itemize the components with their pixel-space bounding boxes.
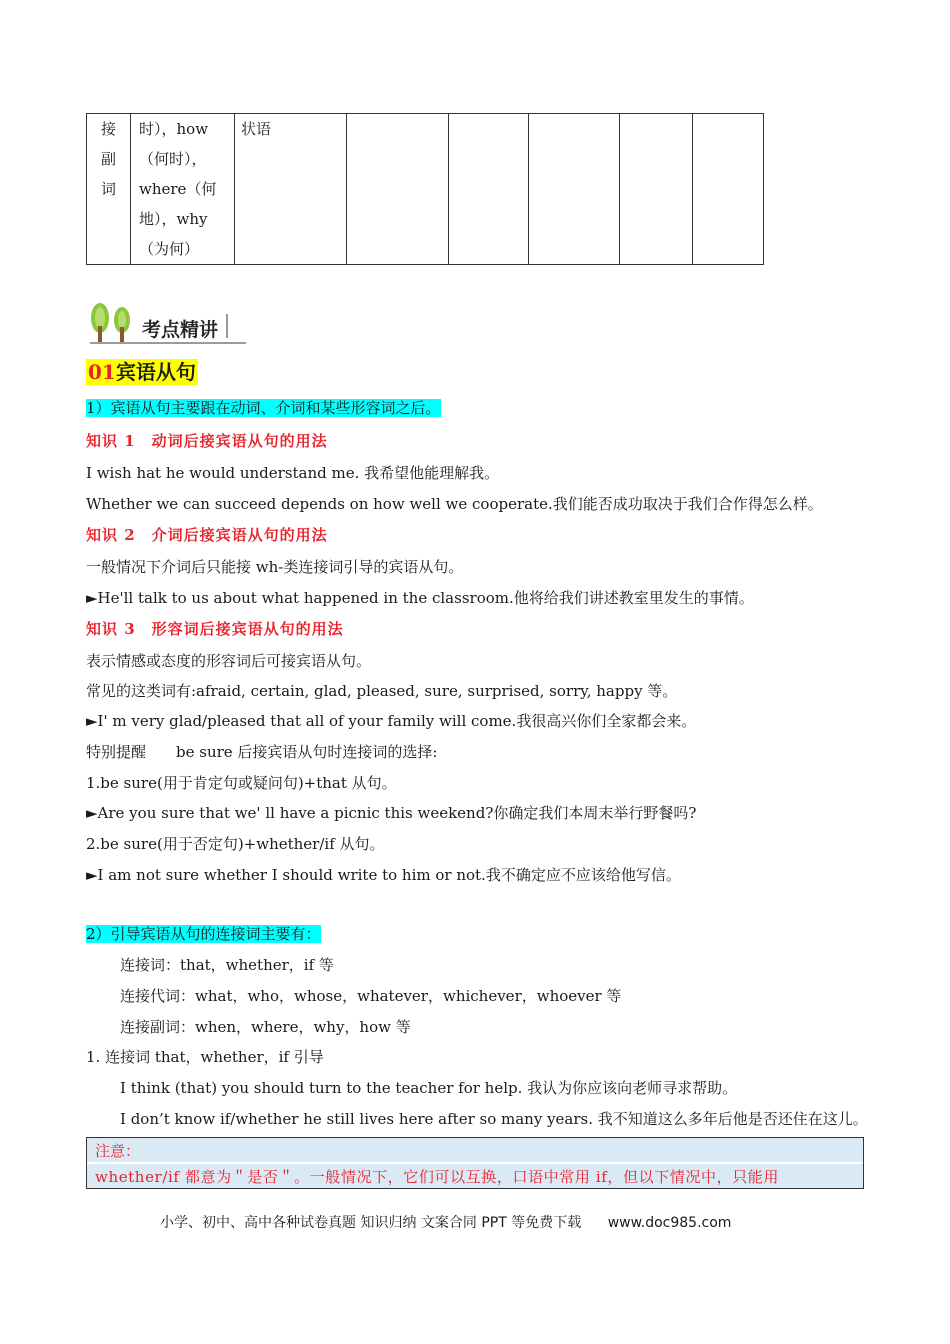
table-cell-empty <box>449 114 529 265</box>
body-text: 1.be sure(用于肯定句或疑问句)+that 从句。 <box>86 774 397 792</box>
section-title-text: 宾语从句 <box>115 360 196 384</box>
knowledge-heading-2: 知识 2 介词后接宾语从句的用法 <box>86 526 328 544</box>
table-cell-line: 状语 <box>241 120 272 138</box>
table-cell-line: 接 <box>100 120 116 138</box>
table-cell-line: 时），how <box>139 120 209 138</box>
body-text: 连接代词：what，who，whose，whatever，whichever，whoever 等 <box>120 987 622 1005</box>
table-cell-line: 地），why <box>139 210 208 228</box>
highlight-point-2: 2）引导宾语从句的连接词主要有： <box>86 925 321 943</box>
note-box <box>86 1137 864 1189</box>
table-cell-empty <box>529 114 620 265</box>
table-cell-empty <box>347 114 449 265</box>
knowledge-heading-1: 知识 1 动词后接宾语从句的用法 <box>86 432 328 450</box>
table-cell-words <box>131 114 235 265</box>
note-label: 注意： <box>95 1142 141 1160</box>
example-sentence: ►He'll talk to us about what happened in the classroom.他将给我们讲述教室里发生的事情。 <box>86 589 754 607</box>
body-text: 表示情感或态度的形容词后可接宾语从句。 <box>86 652 372 670</box>
table-cell-line: （何时）， <box>139 150 207 168</box>
table-cell-line: 副 <box>100 150 116 168</box>
example-sentence: I don’t know if/whether he still lives here after so many years. 我不知道这么多年后他是否还住在这儿。 <box>120 1110 868 1128</box>
table-cell-category <box>87 114 131 265</box>
example-sentence: ►I' m very glad/pleased that all of your family will come.我很高兴你们全家都会来。 <box>86 712 697 730</box>
footer-link[interactable]: www.doc985.com <box>607 1215 732 1231</box>
note-text: whether/if 都意为＂是否＂。一般情况下，它们可以互换，口语中常用 if，但以下情况中，只能用 <box>95 1168 780 1186</box>
example-sentence: I think (that) you should turn to the teacher for help. 我认为你应该向老师寻求帮助。 <box>120 1079 738 1097</box>
highlight-point-1: 1）宾语从句主要跟在动词、介词和某些形容词之后。 <box>86 399 441 417</box>
body-text: 特别提醒 be sure 后接宾语从句时连接词的选择: <box>86 743 438 761</box>
section-number: 01 <box>88 360 116 384</box>
example-sentence: Whether we can succeed depends on how well we cooperate.我们能否成功取决于我们合作得怎么样。 <box>86 495 823 513</box>
grammar-table <box>86 113 764 265</box>
body-text: 一般情况下介词后只能接 wh-类连接词引导的宾语从句。 <box>86 558 464 576</box>
table-cell-function <box>235 114 347 265</box>
table-cell-empty <box>693 114 764 265</box>
footer-text: 小学、初中、高中各种试卷真题 知识归纳 文案合同 PPT 等免费下载 <box>160 1215 582 1231</box>
section-banner <box>88 298 248 346</box>
body-text: 连接副词：when，where，why，how 等 <box>120 1018 411 1036</box>
example-sentence: ►I am not sure whether I should write to him or not.我不确定应不应该给他写信。 <box>86 866 681 884</box>
section-title <box>86 359 198 385</box>
example-sentence: ►Are you sure that we' ll have a picnic this weekend?你确定我们本周末举行野餐吗? <box>86 804 697 822</box>
body-text: 2.be sure(用于否定句)+whether/if 从句。 <box>86 835 385 853</box>
example-sentence: I wish hat he would understand me. 我希望他能理解我。 <box>86 464 500 482</box>
banner-title: 考点精讲 <box>142 319 219 341</box>
body-text: 连接词：that，whether，if 等 <box>120 956 334 974</box>
knowledge-heading-3: 知识 3 形容词后接宾语从句的用法 <box>86 620 344 638</box>
body-text: 常见的这类词有:afraid, certain, glad, pleased, sure, surprised, sorry, happy 等。 <box>86 682 678 700</box>
table-cell-line: where（何 <box>139 180 217 198</box>
page-footer <box>160 1212 731 1232</box>
table-cell-line: （为何） <box>139 240 200 258</box>
body-text: 1. 连接词 that，whether，if 引导 <box>86 1048 324 1066</box>
table-cell-empty <box>620 114 693 265</box>
table-cell-line: 词 <box>100 180 116 198</box>
